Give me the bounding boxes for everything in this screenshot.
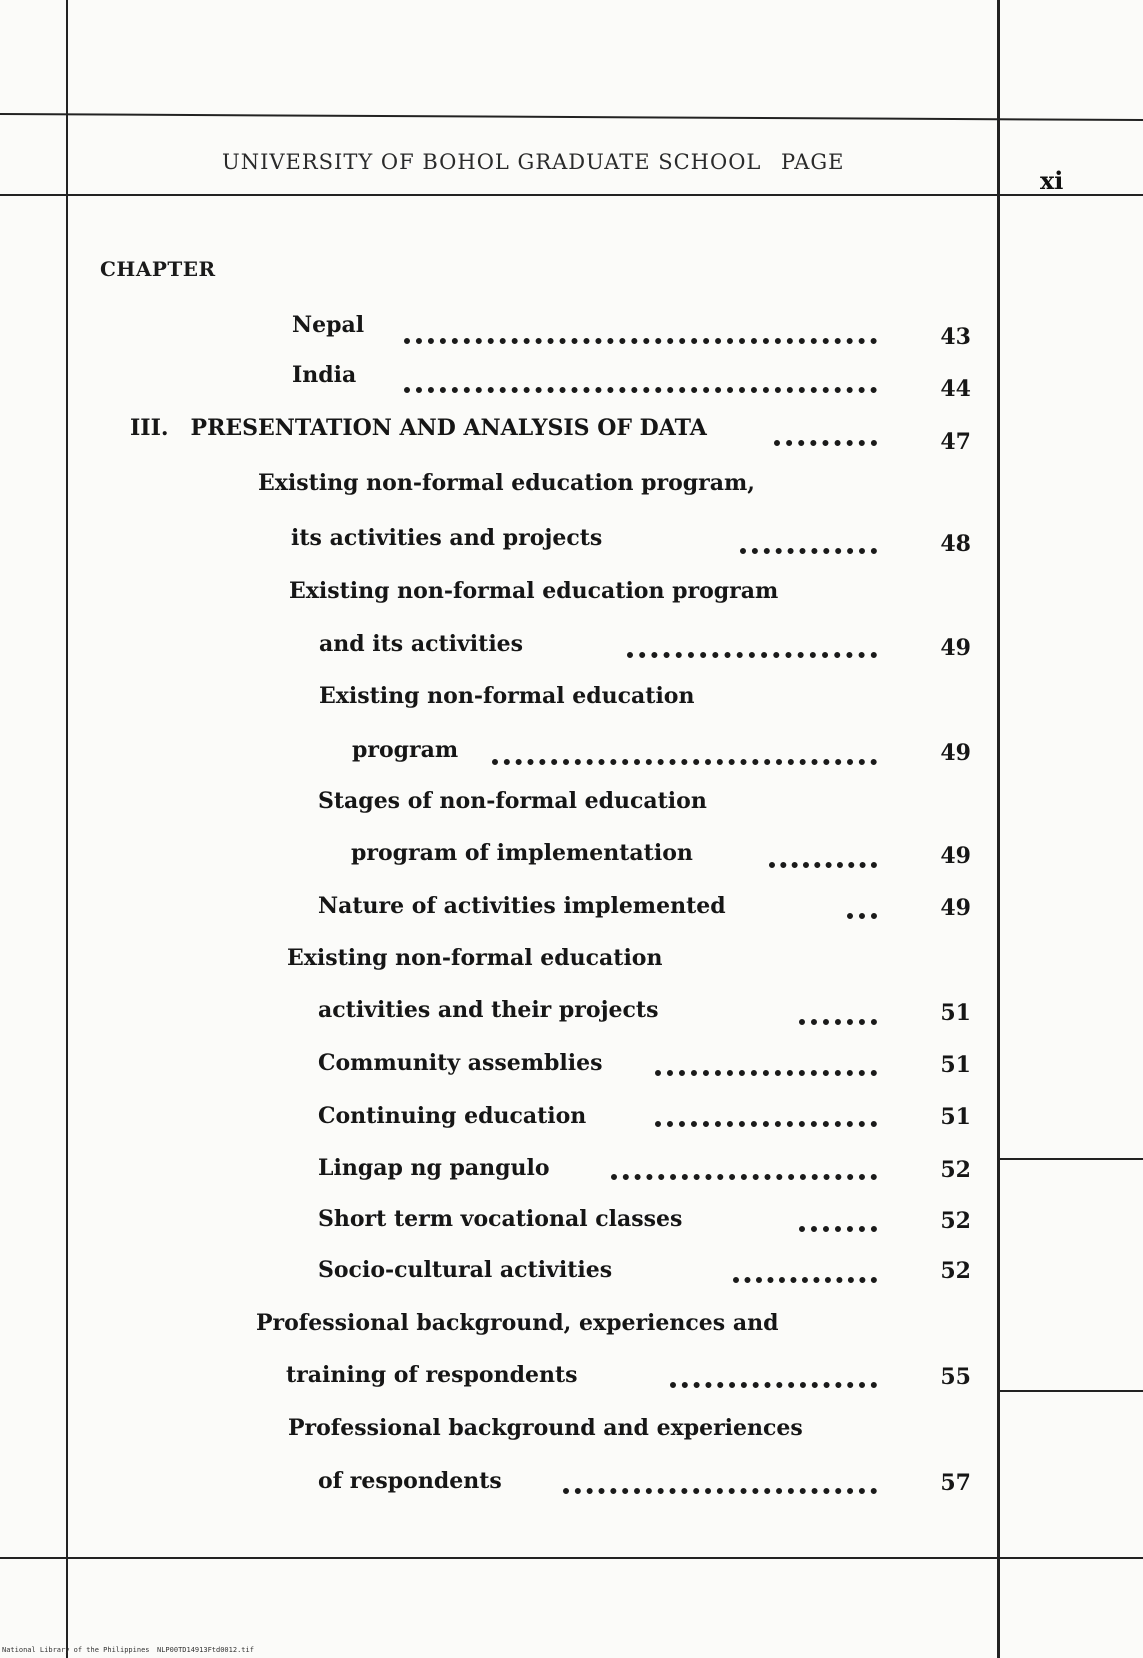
toc-dot-leader (655, 1121, 877, 1127)
toc-entry-page: 47 (940, 429, 971, 455)
page-label: PAGE (781, 150, 845, 174)
toc-entry-page: 49 (940, 843, 971, 869)
toc-entry-text: Professional background, experiences and (256, 1310, 779, 1336)
toc-entry-text: Community assemblies (318, 1050, 603, 1076)
toc-entry-text: Nature of activities implemented (318, 893, 726, 919)
toc-entry-text: training of respondents (286, 1362, 578, 1388)
toc-dot-leader (733, 1277, 877, 1283)
toc-entry-text: Existing non-formal education (319, 683, 695, 709)
toc-dot-leader (563, 1488, 877, 1494)
toc-entry-text: PRESENTATION AND ANALYSIS OF DATA (190, 415, 707, 441)
right-margin-rule (997, 0, 1000, 1658)
toc-dot-leader (492, 759, 877, 765)
toc-entry-text: Professional background and experiences (288, 1415, 803, 1441)
toc-entry-text: India (292, 362, 357, 388)
toc-entry-text: Socio-cultural activities (318, 1257, 613, 1283)
toc-entry-text: Continuing education (318, 1103, 587, 1129)
header-bottom-rule (0, 194, 1143, 196)
toc-entry-page: 51 (940, 1104, 971, 1130)
toc-dot-leader (740, 548, 877, 554)
toc-entry-text: Short term vocational classes (318, 1206, 683, 1232)
toc-entry-text: Stages of non-formal education (318, 788, 707, 814)
toc-dot-leader (799, 1019, 877, 1025)
toc-entry-page: 52 (940, 1258, 971, 1284)
toc-chapter-entry (130, 415, 707, 441)
toc-entry-text: and its activities (319, 631, 524, 657)
toc-entry-text: program of implementation (351, 840, 693, 866)
toc-entry-page: 51 (940, 1000, 971, 1026)
toc-dot-leader (774, 440, 877, 446)
toc-entry-text: Lingap ng pangulo (318, 1155, 550, 1181)
footer-library-credit: National Library of the Philippines (2, 1646, 150, 1654)
toc-entry-page: 57 (940, 1470, 971, 1496)
toc-entry-text: Existing non-formal education (287, 945, 663, 971)
toc-entry-text: of respondents (318, 1468, 502, 1494)
header-top-rule (0, 113, 1143, 121)
toc-dot-leader (655, 1070, 877, 1076)
toc-entry-page: 49 (940, 895, 971, 921)
toc-dot-leader (769, 862, 877, 868)
toc-dot-leader (404, 387, 877, 393)
toc-dot-leader (670, 1382, 877, 1388)
right-edge-rule-mid (997, 1158, 1143, 1160)
header-title: UNIVERSITY OF BOHOL GRADUATE SCHOOL (222, 150, 762, 174)
toc-chapter-number: III. (130, 415, 169, 441)
page-number: xi (1040, 166, 1064, 195)
toc-entry-text: activities and their projects (318, 997, 659, 1023)
toc-dot-leader (847, 913, 877, 919)
chapter-heading: CHAPTER (100, 257, 216, 281)
toc-dot-leader (799, 1226, 877, 1232)
toc-entry-text: Existing non-formal education program (289, 578, 779, 604)
right-edge-rule-low (997, 1390, 1143, 1392)
toc-entry-page: 49 (940, 635, 971, 661)
footer-rule (0, 1557, 1143, 1559)
toc-entry-page: 48 (940, 531, 971, 557)
toc-dot-leader (611, 1174, 877, 1180)
toc-entry-text: its activities and projects (291, 525, 603, 551)
left-margin-rule (66, 0, 68, 1658)
toc-entry-page: 49 (940, 740, 971, 766)
toc-entry-page: 55 (940, 1364, 971, 1390)
toc-dot-leader (627, 652, 877, 658)
toc-entry-page: 52 (940, 1157, 971, 1183)
toc-entry-text: Nepal (292, 312, 365, 338)
toc-entry-page: 43 (940, 324, 971, 350)
toc-entry-page: 51 (940, 1052, 971, 1078)
toc-entry-text: Existing non-formal education program, (258, 470, 755, 496)
toc-dot-leader (404, 338, 877, 344)
toc-entry-page: 44 (940, 376, 971, 402)
toc-entry-text: program (352, 737, 459, 763)
toc-entry-page: 52 (940, 1208, 971, 1234)
footer-file-name: NLP00TD14913Ftd0012.tif (157, 1646, 254, 1654)
